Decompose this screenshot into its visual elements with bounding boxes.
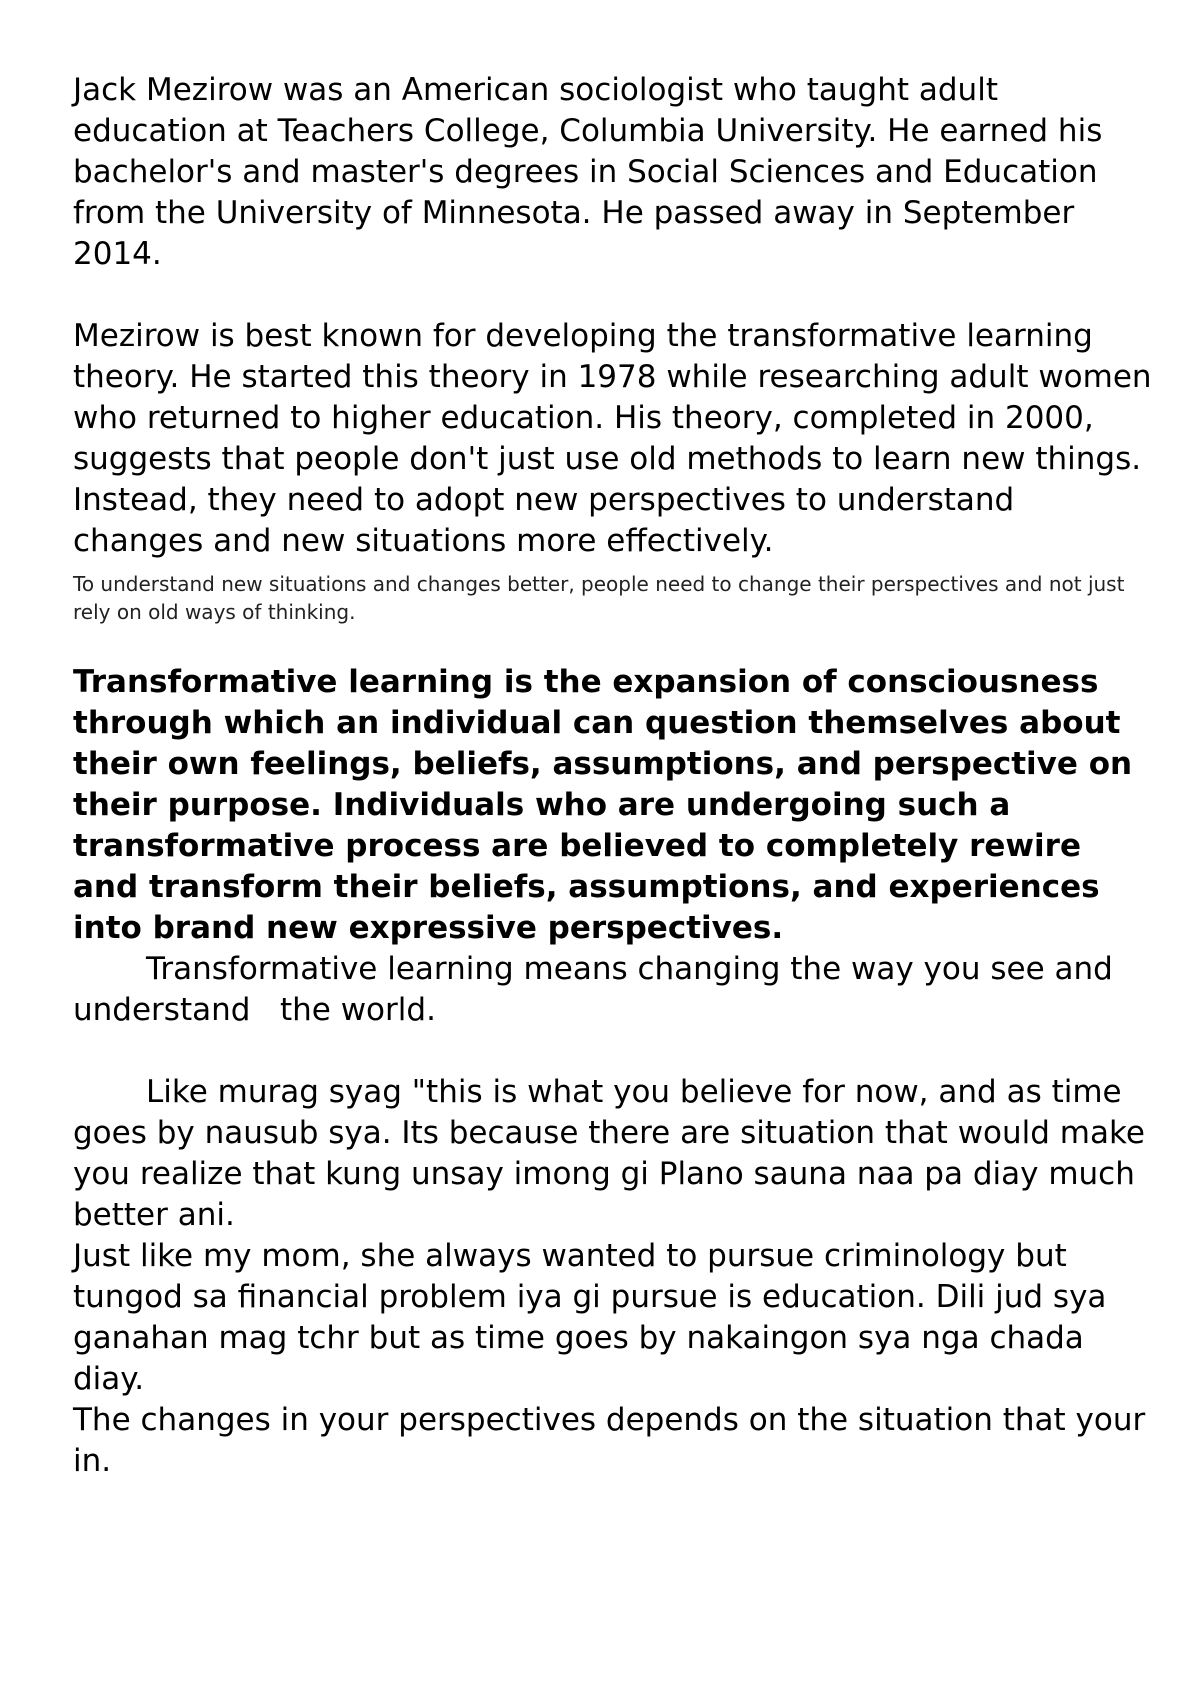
paragraph-conclusion: The changes in your perspectives depends on the situation that your in.	[73, 1402, 1156, 1479]
paragraph-example: Just like my mom, she always wanted to pursue criminology but tungod sa financial problem iya gi pursue is education. Dili jud sya ganahan mag tchr but as time goes by nakaingon sya nga chada diay.	[73, 1238, 1117, 1397]
paragraph-biography: Jack Mezirow was an American sociologist who taught adult education at Teachers College, Columbia University. He earned his bachelor's and master's degrees in Social Sciences and Education from the University of Minnesota. He passed away in September 2014.	[73, 72, 1113, 272]
paragraph-reflection: Like murag syag "this is what you believe for now, and as time goes by nausub sya. Its because there are situation that would make you realize that kung unsay imong gi Plano sauna naa pa diay much better ani.	[73, 1074, 1155, 1233]
spacer	[73, 626, 1153, 662]
blank-line	[73, 275, 1153, 316]
paragraph-summary: Transformative learning means changing the way you see and understand the world.	[73, 951, 1123, 1028]
blank-line	[73, 1031, 1153, 1072]
document-page	[73, 70, 1162, 1482]
spacer	[73, 562, 1153, 570]
paragraph-definition: Transformative learning is the expansion of consciousness through which an individual can question themselves about their own feelings, beliefs, assumptions, and perspective on their purpose. Individuals who are undergoing such a transformative process are believed to completely rewire and transform their beliefs, assumptions, and experiences into brand new expressive perspectives.	[73, 664, 1143, 946]
paragraph-theory: Mezirow is best known for developing the transformative learning theory. He started this theory in 1978 while researching adult women who returned to higher education. His theory, completed in 2000, suggests that people don't just use old methods to learn new things. Instead, they need to adopt new perspectives to understand changes and new situations more effectively.	[73, 318, 1162, 559]
paragraph-note: To understand new situations and changes better, people need to change their perspectives and not just rely on old ways of thinking.	[73, 572, 1125, 624]
